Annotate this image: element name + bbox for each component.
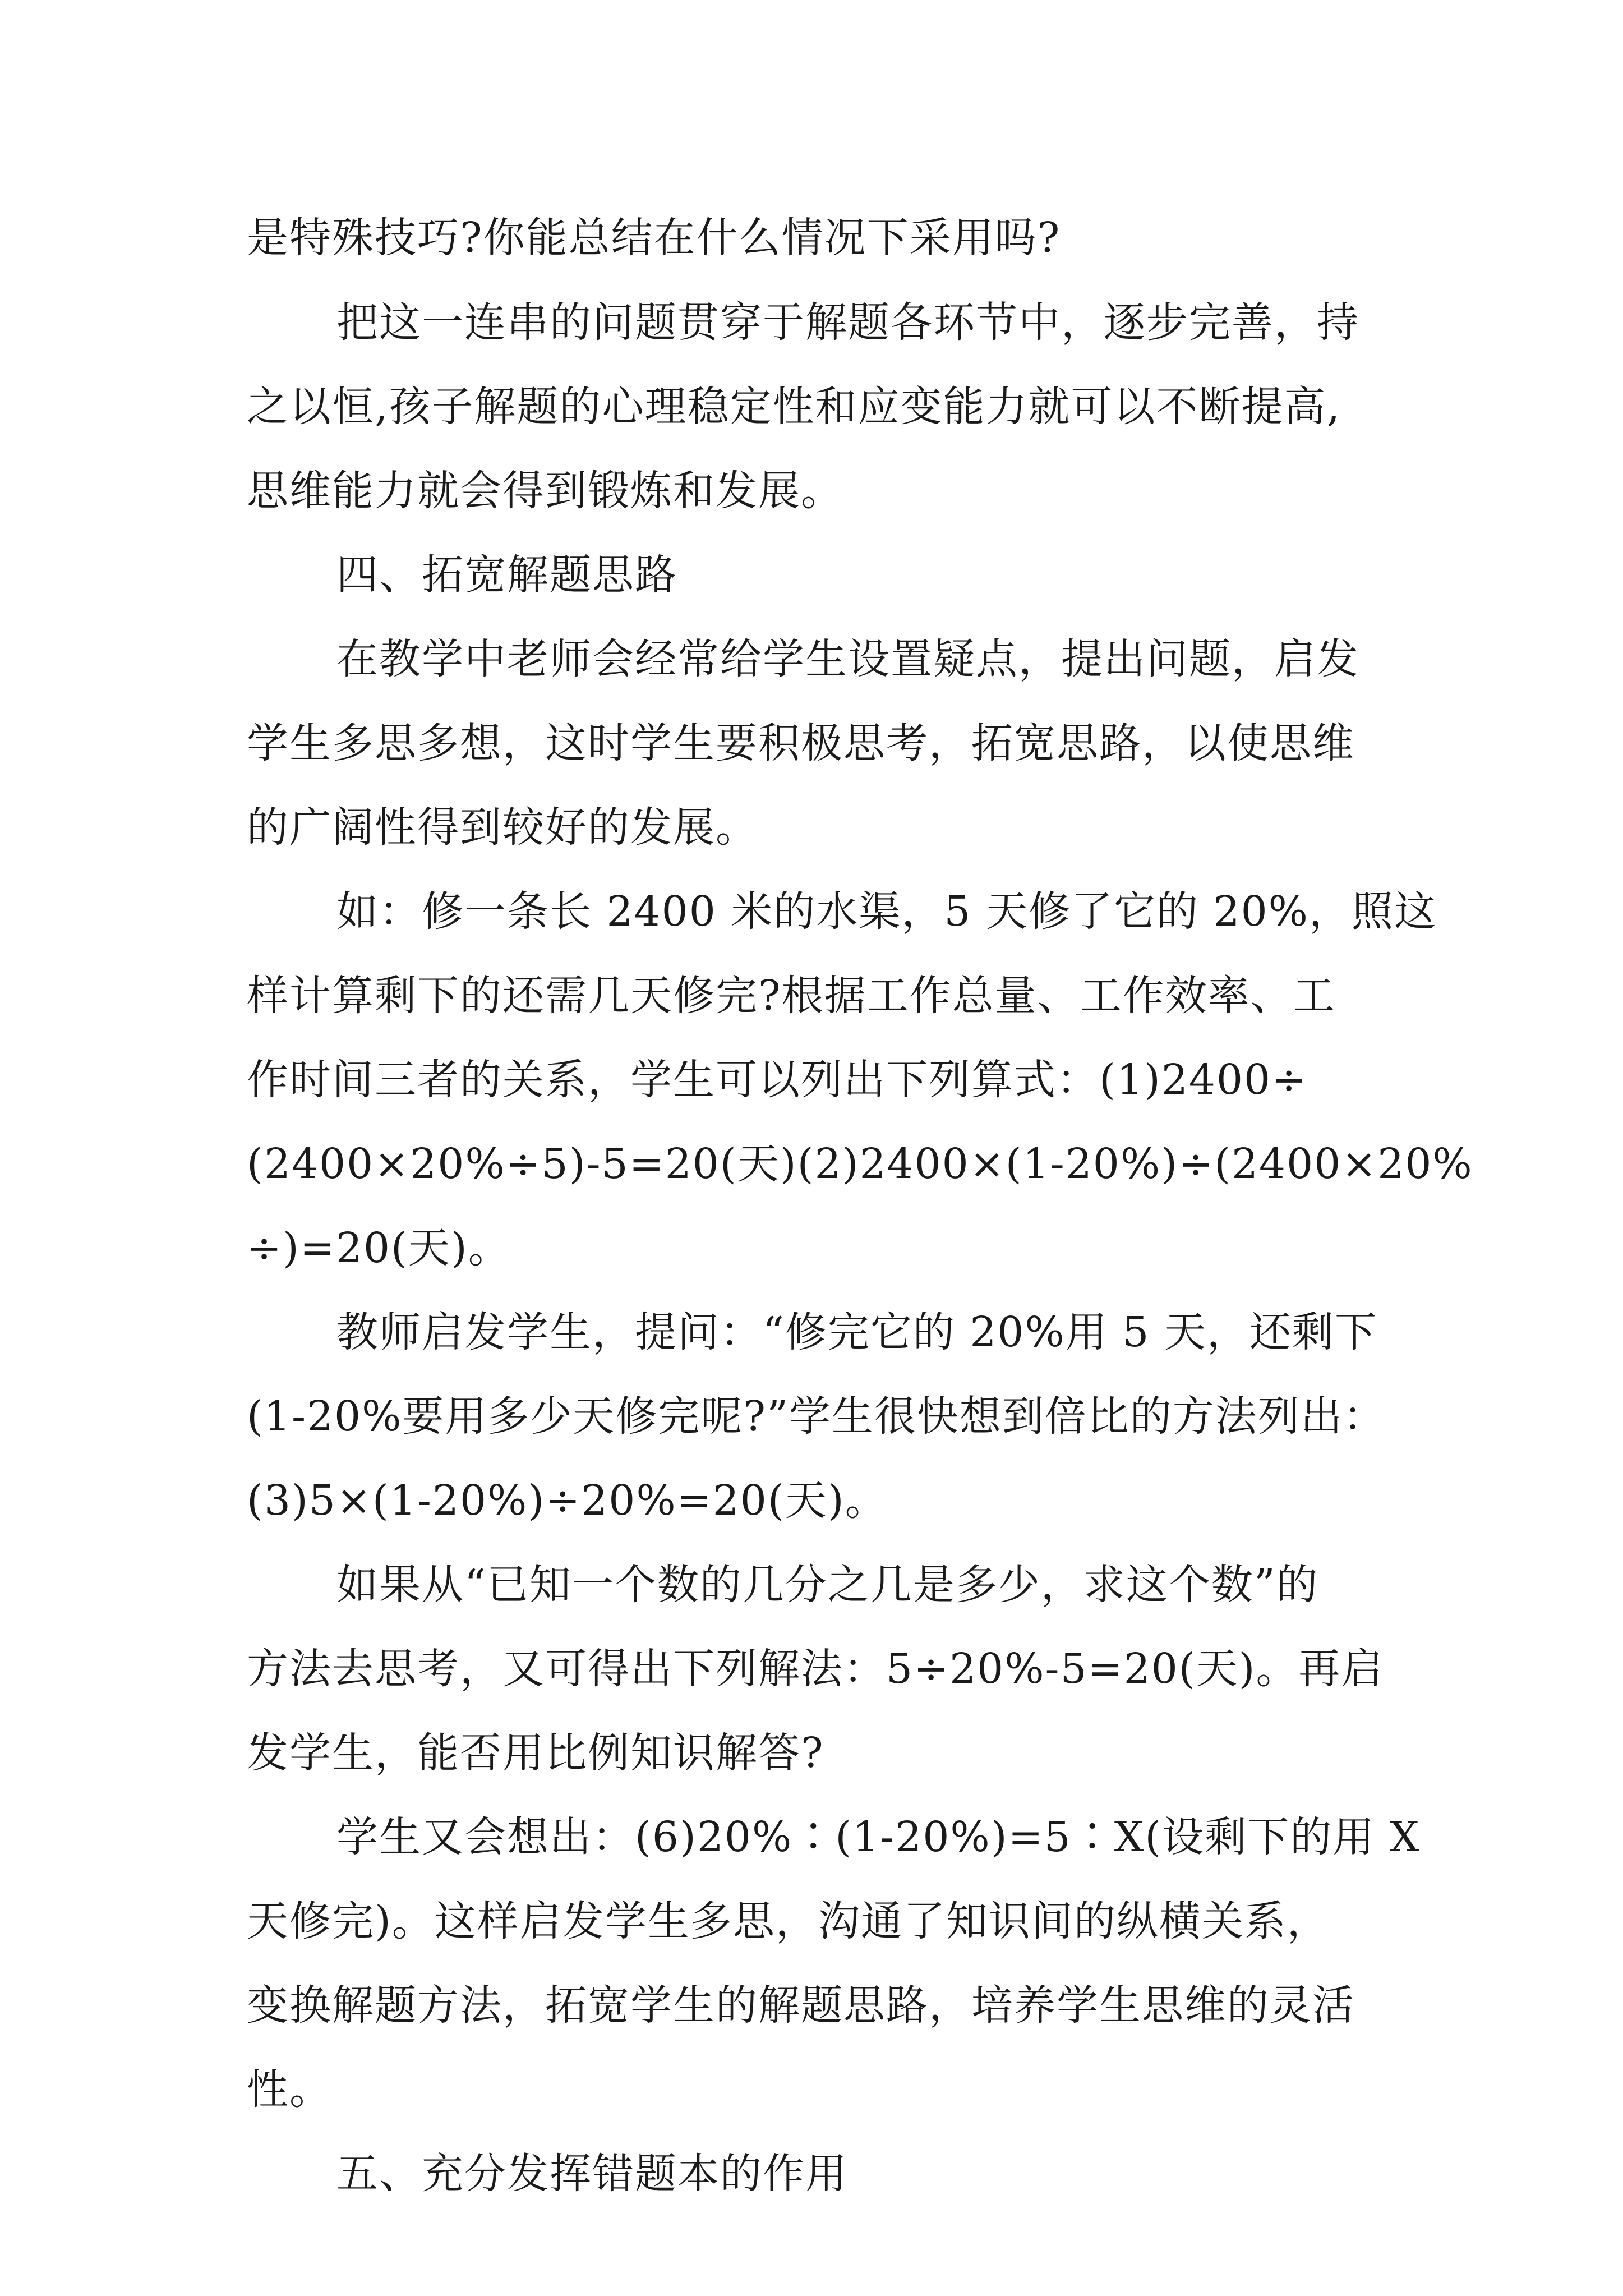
paragraph-start: 教师启发学生，提问：“修完它的 20%用 5 天，还剩下 — [336, 1308, 1377, 1356]
text-line: 性。 — [247, 2065, 332, 2114]
text-line: 的广阔性得到较好的发展。 — [247, 803, 758, 852]
text-line: (1-20%要用多少天修完呢?”学生很快想到倍比的方法列出： — [247, 1392, 1386, 1441]
text-line: 之以恒,孩子解题的心理稳定性和应变能力就可以不断提高, — [247, 383, 1341, 431]
text-line: (2400×20%÷5)-5=20(天)(2)2400×(1-20%)÷(2400×20% — [247, 1140, 1473, 1188]
paragraph-start: 在教学中老师会经常给学生设置疑点，提出问题，启发 — [336, 635, 1359, 683]
paragraph-start: 把这一连串的问题贯穿于解题各环节中，逐步完善，持 — [336, 298, 1359, 347]
text-line: 样计算剩下的还需几天修完?根据工作总量、工作效率、工 — [247, 972, 1336, 1020]
text-line: 发学生，能否用比例知识解答? — [247, 1729, 824, 1777]
text-line: 变换解题方法，拓宽学生的解题思路，培养学生思维的灵活 — [247, 1981, 1355, 2030]
text-line: 方法去思考，又可得出下列解法：5÷20%-5=20(天)。再启 — [247, 1645, 1384, 1693]
text-line: 是特殊技巧?你能总结在什么情况下采用吗? — [247, 214, 1061, 262]
text-line: 思维能力就会得到锻炼和发展。 — [247, 467, 843, 515]
paragraph-start: 如：修一条长 2400 米的水渠，5 天修了它的 20%，照这 — [336, 887, 1437, 936]
text-line: ÷)=20(天)。 — [247, 1224, 511, 1272]
text-line: (3)5×(1-20%)÷20%=20(天)。 — [247, 1476, 888, 1525]
text-line: 天修完)。这样启发学生多思，沟通了知识间的纵横关系， — [247, 1897, 1330, 1945]
paragraph-start: 学生又会想出：(6)20%∶(1-20%)=5∶X(设剩下的用 X — [336, 1813, 1421, 1861]
text-line: 学生多思多想，这时学生要积极思考，拓宽思路，以使思维 — [247, 719, 1355, 767]
section-heading: 五、充分发挥错题本的作用 — [336, 2150, 848, 2198]
paragraph-start: 如果从“已知一个数的几分之几是多少，求这个数”的 — [336, 1561, 1319, 1609]
section-heading: 四、拓宽解题思路 — [336, 551, 677, 599]
text-line: 作时间三者的关系，学生可以列出下列算式：(1)2400÷ — [247, 1056, 1308, 1104]
